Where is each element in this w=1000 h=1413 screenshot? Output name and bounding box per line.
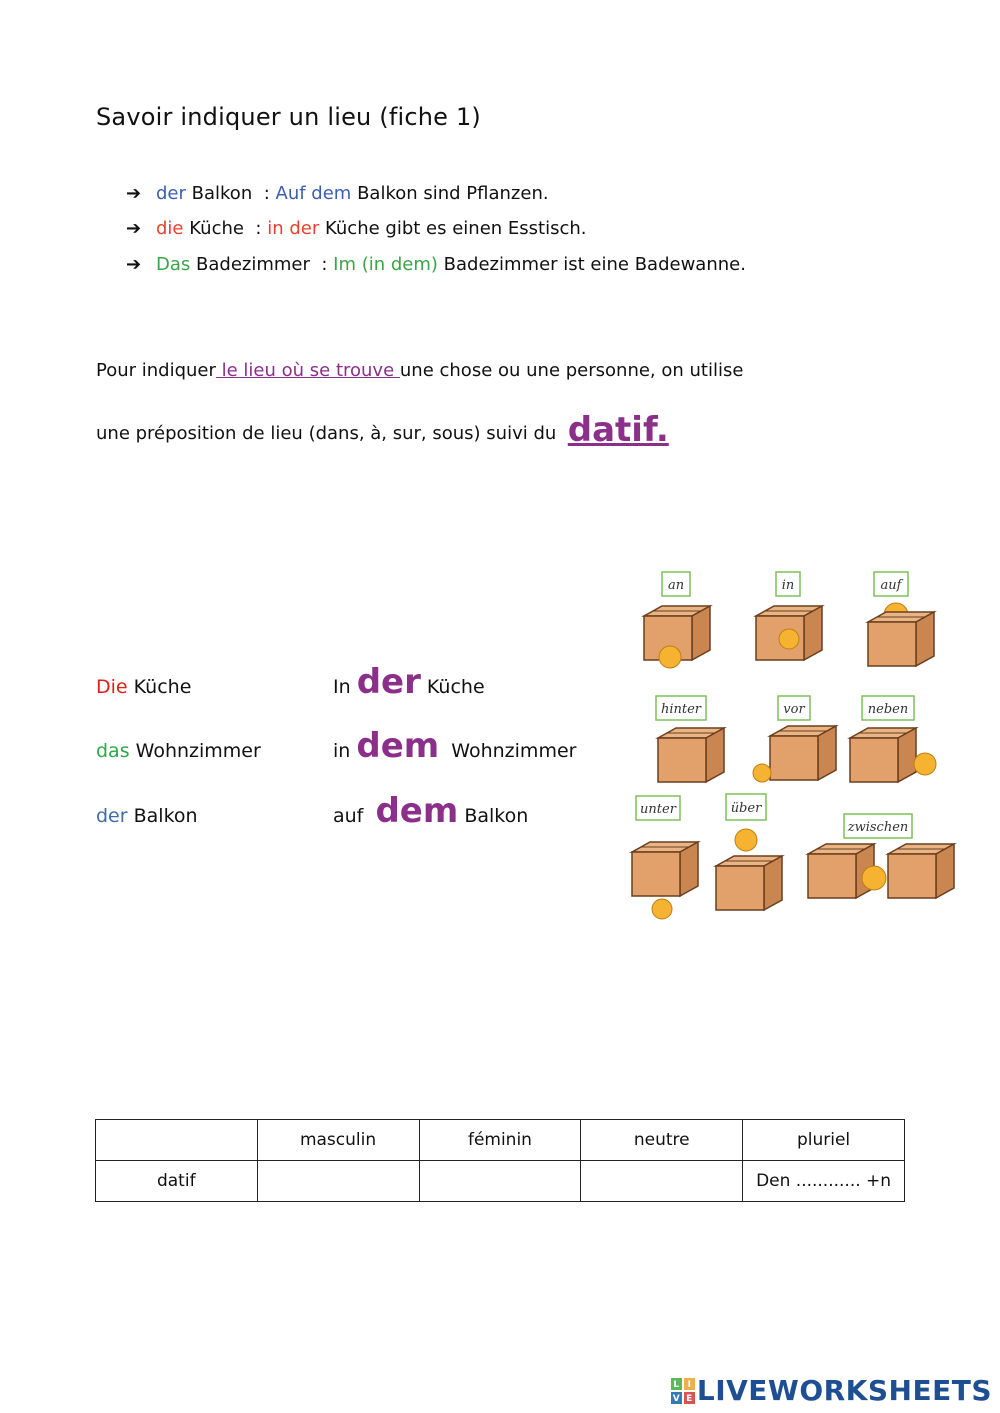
- example-article: der: [156, 183, 186, 204]
- example-sep: :: [321, 254, 328, 275]
- example-noun: Balkon: [191, 183, 253, 204]
- answer-cell-masculin[interactable]: [257, 1161, 419, 1202]
- answer-cell-neutre[interactable]: [581, 1161, 743, 1202]
- ball-unter: [652, 899, 672, 919]
- pair-nominative: [96, 740, 261, 762]
- pair-nominative: [96, 805, 198, 827]
- article: der: [96, 805, 128, 827]
- box-zwischen-right: [888, 844, 954, 898]
- box-unter: [632, 842, 698, 896]
- liveworksheets-logo: [671, 1374, 992, 1407]
- ball-vor: [753, 764, 771, 782]
- ball-in: [779, 629, 799, 649]
- preposition: auf: [333, 805, 364, 827]
- example-sep: :: [263, 183, 270, 204]
- example-rest: Badezimmer ist eine Badewanne.: [443, 254, 746, 275]
- dative-article: dem: [375, 791, 459, 831]
- pair-dative: [333, 726, 576, 766]
- page-title: Savoir indiquer un lieu (fiche 1): [96, 103, 481, 131]
- preposition: In: [333, 676, 351, 698]
- arrow-icon: ➔: [126, 218, 142, 239]
- article: Die: [96, 676, 128, 698]
- pair-dative: [333, 662, 485, 702]
- example-rest: Küche gibt es einen Esstisch.: [324, 218, 587, 239]
- dative-article: der: [356, 662, 421, 702]
- example-rest: Balkon sind Pflanzen.: [357, 183, 549, 204]
- pair-dative: [333, 791, 528, 831]
- label-neben: neben: [867, 702, 909, 717]
- prepositions-illustration: [620, 560, 960, 930]
- example-prep: Im (in dem): [333, 254, 438, 275]
- table-cell-pluriel: Den ............ +n: [743, 1161, 905, 1202]
- dative-article: dem: [356, 726, 440, 766]
- arrow-icon: ➔: [126, 254, 142, 275]
- example-noun: Küche: [189, 218, 244, 239]
- noun: Küche: [426, 676, 485, 698]
- rule-text: une chose ou une personne, on utilise: [399, 360, 744, 381]
- arrow-icon: ➔: [126, 183, 142, 204]
- pair-nominative: [96, 676, 191, 698]
- rule-line-1: [96, 360, 743, 381]
- example-prep: in der: [267, 218, 320, 239]
- rule-text: une préposition de lieu (dans, à, sur, sous) suivi du: [96, 423, 557, 444]
- ball-zwischen: [862, 866, 886, 890]
- datif-table: [95, 1119, 905, 1202]
- table-row: [96, 1161, 905, 1202]
- noun: Balkon: [133, 805, 198, 827]
- table-row-label: datif: [96, 1161, 258, 1202]
- example-prep: Auf dem: [275, 183, 352, 204]
- table-header-feminin: féminin: [419, 1120, 581, 1161]
- table-header-neutre: neutre: [581, 1120, 743, 1161]
- rule-highlight: le lieu où se trouve: [215, 360, 400, 381]
- preposition: in: [333, 740, 351, 762]
- example-row: [126, 254, 746, 275]
- rule-text: Pour indiquer: [96, 360, 216, 381]
- example-noun: Badezimmer: [196, 254, 310, 275]
- label-vor: vor: [783, 702, 805, 717]
- article: das: [96, 740, 130, 762]
- label-hinter: hinter: [660, 702, 702, 717]
- rule-line-2: [96, 410, 669, 450]
- ball-ueber: [735, 829, 757, 851]
- box-vor: [770, 726, 836, 780]
- mark-letter: E: [686, 1394, 693, 1404]
- mark-letter: L: [673, 1380, 680, 1390]
- noun: Wohnzimmer: [451, 740, 577, 762]
- mark-letter: I: [687, 1380, 692, 1390]
- example-article: Das: [156, 254, 191, 275]
- datif-keyword: datif.: [567, 410, 669, 450]
- label-zwischen: zwischen: [847, 820, 909, 835]
- label-ueber: über: [730, 801, 762, 816]
- table-header-pluriel: pluriel: [743, 1120, 905, 1161]
- example-sep: :: [255, 218, 262, 239]
- label-an: an: [667, 578, 685, 593]
- example-row: [126, 183, 549, 204]
- box-auf: [868, 612, 934, 666]
- label-unter: unter: [640, 802, 676, 817]
- example-row: [126, 218, 587, 239]
- table-header-row: [96, 1120, 905, 1161]
- label-auf: auf: [880, 578, 902, 593]
- brand-name: LIVEWORKSHEETS: [696, 1374, 992, 1407]
- ball-neben: [914, 753, 936, 775]
- liveworksheets-mark-icon: [671, 1378, 695, 1404]
- example-article: die: [156, 218, 184, 239]
- box-neben: [850, 728, 916, 782]
- table-cell: [96, 1120, 258, 1161]
- box-ueber: [716, 856, 782, 910]
- ball-an: [659, 646, 681, 668]
- noun: Küche: [133, 676, 192, 698]
- box-hinter: [658, 728, 724, 782]
- label-in: in: [781, 578, 795, 593]
- mark-letter: V: [672, 1394, 681, 1404]
- table-header-masculin: masculin: [257, 1120, 419, 1161]
- answer-cell-feminin[interactable]: [419, 1161, 581, 1202]
- noun: Balkon: [464, 805, 529, 827]
- noun: Wohnzimmer: [135, 740, 261, 762]
